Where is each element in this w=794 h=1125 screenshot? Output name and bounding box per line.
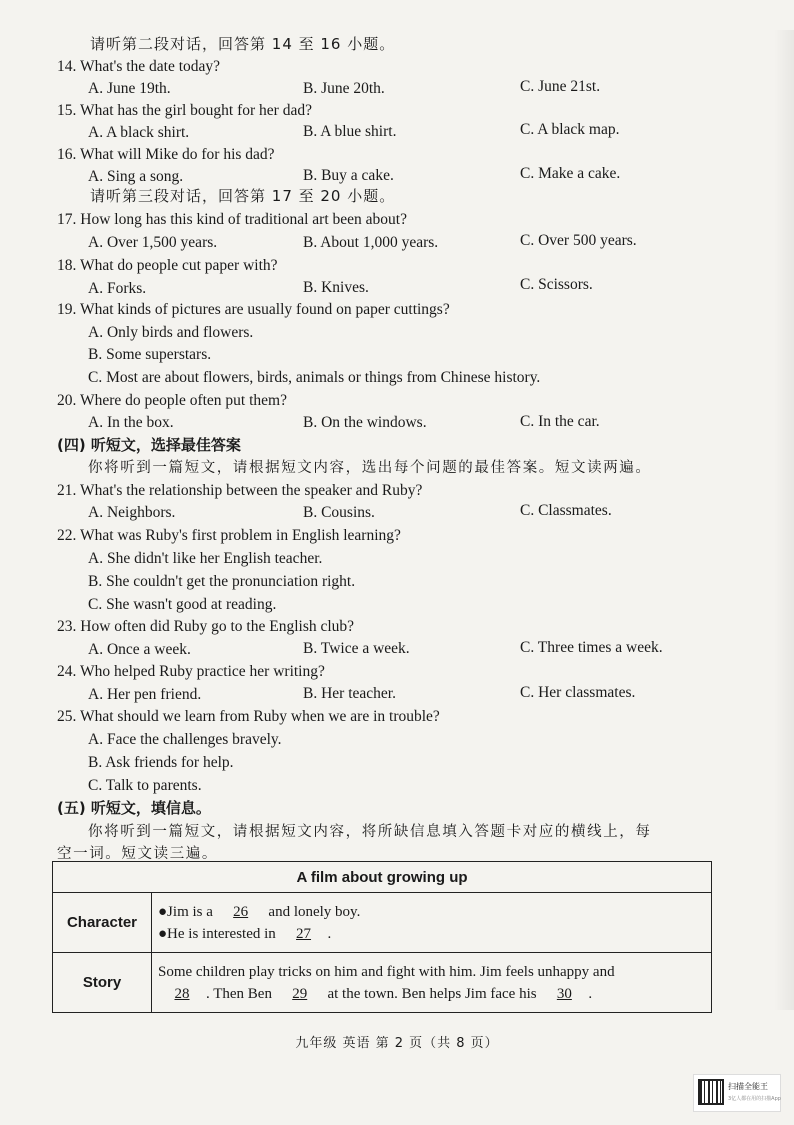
option-23b: B. Twice a week. [303, 640, 410, 657]
table-title: A film about growing up [53, 862, 712, 893]
option-23a: A. Once a week. [88, 641, 191, 658]
option-20a: A. In the box. [88, 414, 174, 431]
option-21b: B. Cousins. [303, 504, 375, 521]
char-line1-post: and lonely boy. [268, 903, 361, 920]
story-end: . [588, 985, 593, 1002]
section-2-instruction: 请听第二段对话，回答第 14 至 16 小题。 [90, 35, 396, 53]
character-label: Character [53, 893, 152, 953]
question-16: 16. What will Mike do for his dad? [57, 146, 275, 163]
option-24a: A. Her pen friend. [88, 686, 202, 703]
option-20c: C. In the car. [520, 413, 600, 430]
info-table [52, 861, 712, 1013]
blank-26[interactable]: 26 [233, 903, 249, 920]
section-4-title: (四) 听短文，选择最佳答案 [57, 436, 241, 454]
option-17b: B. About 1,000 years. [303, 234, 439, 251]
option-16b: B. Buy a cake. [303, 167, 394, 184]
qr-code-icon [698, 1079, 724, 1105]
option-18a: A. Forks. [88, 280, 147, 297]
option-14c: C. June 21st. [520, 78, 601, 95]
option-19a: A. Only birds and flowers. [88, 324, 254, 341]
question-17: 17. How long has this kind of traditional art been about? [57, 211, 407, 228]
scanner-app-name: 扫描全能王 [728, 1082, 768, 1091]
blank-30[interactable]: 30 [556, 985, 572, 1002]
option-20b: B. On the windows. [303, 414, 427, 431]
question-22: 22. What was Ruby's first problem in English learning? [57, 527, 401, 544]
blank-27[interactable]: 27 [296, 925, 312, 942]
character-line-1 [158, 901, 705, 923]
option-22a: A. She didn't like her English teacher. [88, 550, 323, 567]
story-line-2 [158, 983, 705, 1005]
option-25b: B. Ask friends for help. [88, 754, 234, 771]
option-19b: B. Some superstars. [88, 346, 212, 363]
question-25: 25. What should we learn from Ruby when we are in trouble? [57, 708, 440, 725]
char-line2-pre: ●He is interested in [158, 925, 276, 942]
scanner-watermark [693, 1074, 781, 1112]
option-21c: C. Classmates. [520, 502, 612, 519]
option-23c: C. Three times a week. [520, 639, 663, 656]
question-20: 20. Where do people often put them? [57, 392, 287, 409]
option-14b: B. June 20th. [303, 80, 385, 97]
page-footer: 九年级 英语 第 2 页（共 8 页） [295, 1036, 499, 1051]
character-line-2 [158, 923, 705, 945]
option-15c: C. A black map. [520, 121, 620, 138]
option-22c: C. She wasn't good at reading. [88, 596, 277, 613]
option-18b: B. Knives. [303, 279, 369, 296]
section-5-instruction-line1: 你将听到一篇短文，请根据短文内容，将所缺信息填入答题卡对应的横线上，每 [88, 824, 652, 840]
option-16a: A. Sing a song. [88, 168, 184, 185]
page-edge-shadow [774, 30, 794, 1010]
option-17a: A. Over 1,500 years. [88, 234, 218, 251]
char-line2-post: . [327, 925, 332, 942]
option-19c: C. Most are about flowers, birds, animals or things from Chinese history. [88, 369, 541, 386]
question-14: 14. What's the date today? [57, 58, 221, 75]
char-line1-pre: ●Jim is a [158, 903, 213, 920]
option-17c: C. Over 500 years. [520, 232, 637, 249]
story-line-1: Some children play tricks on him and fight with him. Jim feels unhappy and [158, 963, 615, 980]
option-25a: A. Face the challenges bravely. [88, 731, 282, 748]
option-22b: B. She couldn't get the pronunciation right. [88, 573, 356, 590]
question-19: 19. What kinds of pictures are usually found on paper cuttings? [57, 301, 450, 318]
section-5-instruction-line2: 空一词。短文读三遍。 [57, 846, 218, 862]
question-24: 24. Who helped Ruby practice her writing? [57, 663, 325, 680]
option-18c: C. Scissors. [520, 276, 593, 293]
question-21: 21. What's the relationship between the speaker and Ruby? [57, 482, 423, 499]
question-18: 18. What do people cut paper with? [57, 257, 278, 274]
blank-29[interactable]: 29 [292, 985, 308, 1002]
option-24c: C. Her classmates. [520, 684, 636, 701]
option-25c: C. Talk to parents. [88, 777, 202, 794]
scanner-app-tagline: 3亿人都在用的扫描App [728, 1096, 781, 1102]
option-14a: A. June 19th. [88, 80, 171, 97]
story-cell [152, 953, 712, 1013]
story-label: Story [53, 953, 152, 1013]
question-15: 15. What has the girl bought for her dad? [57, 102, 312, 119]
blank-28[interactable]: 28 [174, 985, 190, 1002]
question-23: 23. How often did Ruby go to the English club? [57, 618, 355, 635]
option-15a: A. A black shirt. [88, 124, 190, 141]
section-3-instruction: 请听第三段对话，回答第 17 至 20 小题。 [90, 187, 396, 205]
option-16c: C. Make a cake. [520, 165, 621, 182]
option-24b: B. Her teacher. [303, 685, 396, 702]
section-5-title: (五) 听短文，填信息。 [57, 799, 211, 817]
story-mid-1: . Then Ben [206, 985, 272, 1002]
section-4-instruction: 你将听到一篇短文，请根据短文内容，选出每个问题的最佳答案。短文读两遍。 [88, 460, 652, 476]
character-cell [152, 893, 712, 953]
option-15b: B. A blue shirt. [303, 123, 397, 140]
option-21a: A. Neighbors. [88, 504, 176, 521]
story-mid-2: at the town. Ben helps Jim face his [327, 985, 537, 1002]
